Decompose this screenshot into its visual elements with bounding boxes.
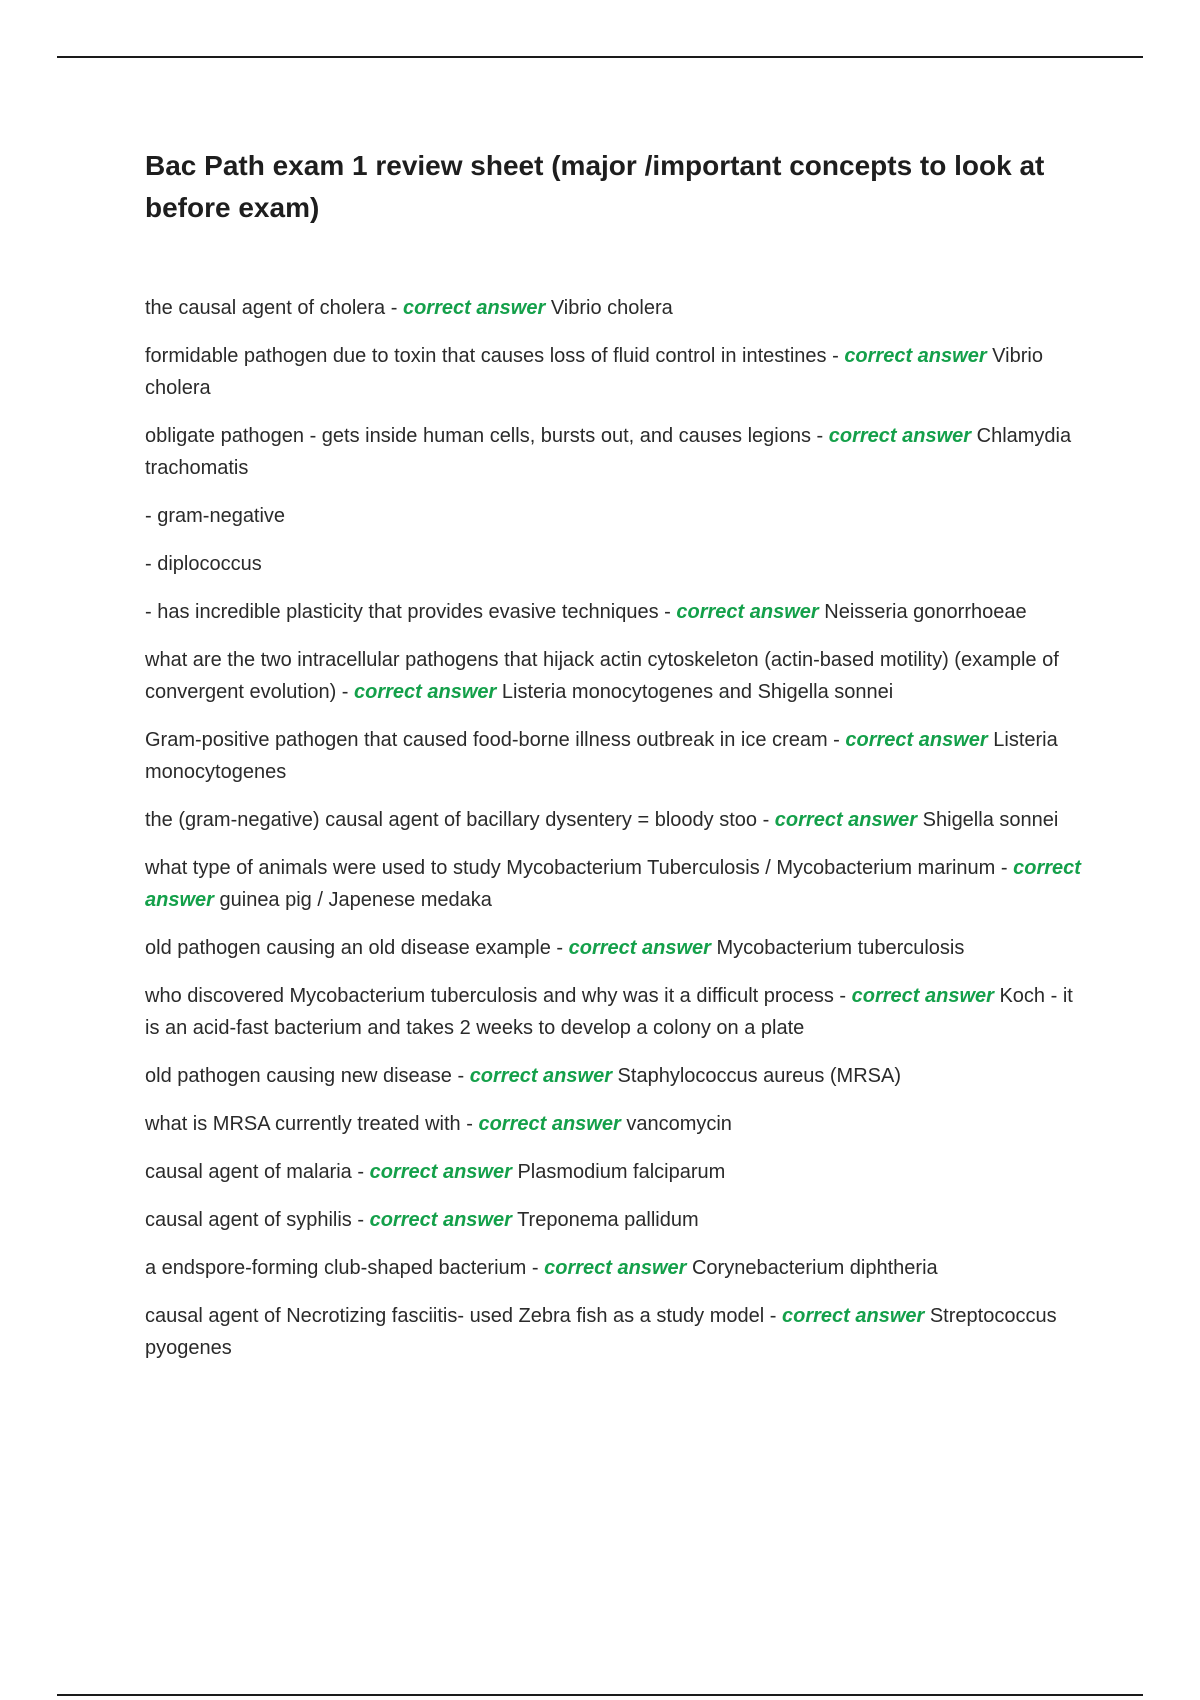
qa-item: old pathogen causing an old disease example - correct answer Mycobacterium tuberculosis — [145, 937, 965, 959]
question-text: old pathogen causing an old disease example — [145, 937, 551, 959]
qa-item: - has incredible plasticity that provides evasive techniques - correct answer Neisseria gonorrhoeae — [145, 601, 1027, 623]
question-text: formidable pathogen due to toxin that causes loss of fluid control in intestines — [145, 345, 827, 367]
question-text: the (gram-negative) causal agent of bacillary dysentery = bloody stoo — [145, 809, 758, 831]
correct-answer-marker: correct answer — [354, 681, 497, 703]
answer-text: Corynebacterium diphtheria — [691, 1257, 938, 1279]
correct-answer-marker: correct answer — [851, 985, 994, 1007]
correct-answer-marker: correct answer — [828, 425, 972, 447]
qa-item: the causal agent of cholera - correct answer Vibrio cholera — [145, 297, 673, 319]
question-text: obligate pathogen - gets inside human cells, bursts out, and causes legions — [145, 425, 811, 447]
correct-answer-marker: correct answer — [369, 1209, 512, 1231]
qa-list — [145, 292, 1090, 1380]
answer-text: Mycobacterium tuberculosis — [716, 937, 965, 959]
answer-text: vancomycin — [626, 1113, 732, 1135]
question-text: - gram-negative — [145, 505, 286, 527]
qa-item — [145, 500, 1090, 532]
correct-answer-marker: correct answer — [845, 729, 988, 751]
correct-answer-marker: correct answer — [781, 1305, 925, 1327]
answer-text: Koch - it is an acid-fast bacterium and takes 2 weeks to develop a colony on a plate — [145, 985, 1073, 1039]
answer-text: Plasmodium falciparum — [517, 1161, 726, 1183]
answer-text: Listeria monocytogenes and Shigella sonnei — [501, 681, 894, 703]
qa-item: who discovered Mycobacterium tuberculosis and why was it a difficult process - correct answer Koch - it is an acid-fast bacterium and takes 2 weeks to develop a colony on a plate — [145, 985, 1073, 1039]
answer-text: Treponema pallidum — [517, 1209, 699, 1231]
qa-item: formidable pathogen due to toxin that causes loss of fluid control in intestines - correct answer Vibrio cholera — [145, 345, 1043, 399]
question-text: what is MRSA currently treated with — [145, 1113, 461, 1135]
qa-item — [145, 548, 1090, 580]
answer-text: Streptococcus pyogenes — [145, 1305, 1057, 1359]
qa-item: causal agent of syphilis - correct answer Treponema pallidum — [145, 1209, 699, 1231]
answer-text: Staphylococcus aureus (MRSA) — [617, 1065, 901, 1087]
qa-item: Gram-positive pathogen that caused food-borne illness outbreak in ice cream - correct answer Listeria monocytogenes — [145, 729, 1058, 783]
qa-item: old pathogen causing new disease - correct answer Staphylococcus aureus (MRSA) — [145, 1065, 901, 1087]
answer-text: Listeria monocytogenes — [145, 729, 1058, 783]
correct-answer-marker: correct answer — [369, 1161, 512, 1183]
question-text: what type of animals were used to study Mycobacterium Tuberculosis / Mycobacterium marinum — [145, 857, 996, 879]
question-text: what are the two intracellular pathogens that hijack actin cytoskeleton (actin-based motility) (example of convergent evolution) — [145, 649, 1059, 703]
question-text: causal agent of syphilis — [145, 1209, 352, 1231]
answer-text: Neisseria gonorrhoeae — [824, 601, 1027, 623]
qa-item: the (gram-negative) causal agent of bacillary dysentery = bloody stoo - correct answer Shigella sonnei — [145, 809, 1059, 831]
answer-text: guinea pig / Japenese medaka — [219, 889, 492, 911]
correct-answer-marker: correct answer — [478, 1113, 621, 1135]
page-title: Bac Path exam 1 review sheet (major /important concepts to look at before exam) — [145, 150, 1045, 223]
correct-answer-marker: correct answer — [544, 1257, 687, 1279]
question-text: - has incredible plasticity that provides evasive techniques — [145, 601, 659, 623]
bottom-rule — [57, 1694, 1143, 1696]
qa-item: obligate pathogen - gets inside human cells, bursts out, and causes legions - correct answer Chlamydia trachomatis — [145, 425, 1072, 479]
qa-item: causal agent of malaria - correct answer Plasmodium falciparum — [145, 1161, 726, 1183]
question-text: the causal agent of cholera — [145, 297, 386, 319]
question-text: Gram-positive pathogen that caused food-borne illness outbreak in ice cream — [145, 729, 828, 751]
correct-answer-marker: correct answer — [402, 297, 546, 319]
correct-answer-marker: correct answer — [844, 345, 987, 367]
correct-answer-marker: correct answer — [676, 601, 819, 623]
correct-answer-marker: correct answer — [568, 937, 711, 959]
qa-item: what are the two intracellular pathogens that hijack actin cytoskeleton (actin-based motility) (example of convergent evolution) - correct answer Listeria monocytogenes and Shigella sonnei — [145, 649, 1059, 703]
question-text: causal agent of Necrotizing fasciitis- used Zebra fish as a study model — [145, 1305, 765, 1327]
qa-item: causal agent of Necrotizing fasciitis- used Zebra fish as a study model - correct answer Streptococcus pyogenes — [145, 1305, 1057, 1359]
answer-text: Shigella sonnei — [922, 809, 1059, 831]
answer-text: Vibrio cholera — [145, 345, 1043, 399]
question-text: causal agent of malaria — [145, 1161, 352, 1183]
question-text: old pathogen causing new disease — [145, 1065, 452, 1087]
correct-answer-marker: correct answer — [774, 809, 918, 831]
qa-item: a endspore-forming club-shaped bacterium - correct answer Corynebacterium diphtheria — [145, 1257, 938, 1279]
qa-item: what type of animals were used to study Mycobacterium Tuberculosis / Mycobacterium marinum - correct answer guinea pig / Japenese medaka — [145, 857, 1081, 911]
answer-text: Vibrio cholera — [550, 297, 673, 319]
correct-answer-marker: correct answer — [145, 857, 1081, 911]
question-text: - diplococcus — [145, 553, 262, 575]
question-text: a endspore-forming club-shaped bacterium — [145, 1257, 527, 1279]
qa-item: what is MRSA currently treated with - correct answer vancomycin — [145, 1113, 732, 1135]
answer-text: Chlamydia trachomatis — [145, 425, 1072, 479]
top-rule — [57, 56, 1143, 58]
question-text: who discovered Mycobacterium tuberculosis and why was it a difficult process — [145, 985, 834, 1007]
correct-answer-marker: correct answer — [469, 1065, 612, 1087]
